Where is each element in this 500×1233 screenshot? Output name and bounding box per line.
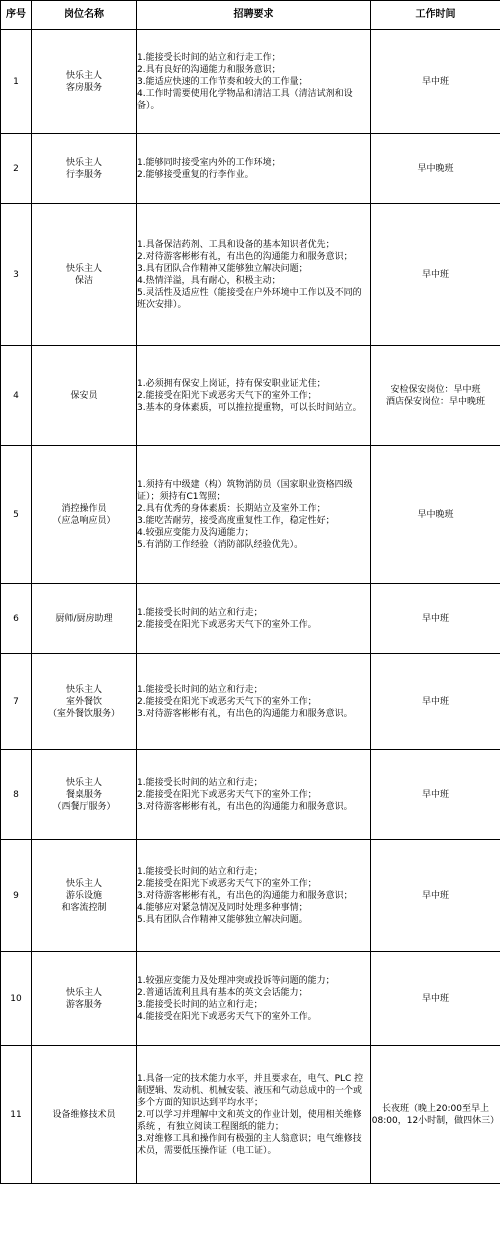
header-number: 序号	[1, 1, 32, 30]
requirements-cell	[137, 134, 371, 204]
requirement-item: 2.能接受在阳光下或恶劣天气下的室外工作。	[137, 619, 317, 630]
table-row	[1, 204, 500, 346]
position-line: 游客服务	[65, 999, 102, 1010]
requirement-item: 4.较强应变能力及沟通能力；	[137, 527, 254, 538]
requirement-item: 1.须持有中级建（构）筑物消防员（国家职业资格四级证）；须持有C1驾照；	[137, 479, 353, 502]
requirement-item: 3.对待游客彬彬有礼，有出色的沟通能力和服务意识。	[137, 708, 353, 719]
position-cell	[32, 446, 137, 584]
position-line: （室外餐饮服务）	[47, 708, 120, 719]
requirements-cell	[137, 346, 371, 446]
requirement-item: 2.具有良好的沟通能力和服务意识；	[137, 64, 281, 75]
requirement-item: 1.具备一定的技术能力水平，并且要求在，电气、PLC 控制逻辑、发动机、机械安装、液压和气动总成中的一个或多个方面的知识达到平均水平；	[137, 1073, 364, 1108]
position-cell	[32, 346, 137, 446]
row-number: 1	[1, 30, 32, 134]
requirement-item: 2.能接受在阳光下或恶劣天气下的室外工作；	[137, 878, 317, 889]
requirement-item: 1.较强应变能力及处理冲突或投诉等问题的能力；	[137, 975, 335, 986]
requirement-item: 3.能接受长时间的站立和行走；	[137, 999, 263, 1010]
position-cell	[32, 952, 137, 1046]
work-time-line: 早中班	[421, 789, 449, 800]
position-line: 室外餐饮	[65, 696, 102, 707]
header-position: 岗位名称	[32, 1, 137, 30]
requirements-cell	[137, 30, 371, 134]
requirement-item: 1.能接受长时间的站立和行走；	[137, 866, 263, 877]
requirements-cell	[137, 1046, 371, 1184]
requirement-item: 3.基本的身体素质，可以推拉提重物，可以长时间站立。	[137, 402, 362, 413]
position-line: 客房服务	[65, 82, 102, 93]
requirement-item: 2.对待游客彬彬有礼，有出色的沟通能力和服务意识；	[137, 251, 353, 262]
position-line: 消控操作员	[61, 503, 107, 514]
header-requirements: 招聘要求	[137, 1, 371, 30]
work-time-line: 长夜班（晚上20:00至早上08:00，12小时制，做四休三）	[371, 1103, 500, 1126]
table-row	[1, 750, 500, 840]
row-number: 10	[1, 952, 32, 1046]
requirement-item: 2.能接受在阳光下或恶劣天气下的室外工作；	[137, 789, 317, 800]
work-time-line: 安检保安岗位：早中班	[390, 384, 481, 395]
work-time-line: 早中班	[421, 76, 449, 87]
requirements-cell	[137, 750, 371, 840]
requirement-item: 4.能够应对紧急情况及同时处理多种事情；	[137, 902, 308, 913]
table-row	[1, 654, 500, 750]
work-time-line: 早中班	[421, 993, 449, 1004]
position-line: 设备维修技术员	[52, 1109, 116, 1120]
position-cell	[32, 134, 137, 204]
work-time-cell	[371, 952, 500, 1046]
position-cell	[32, 1046, 137, 1184]
requirement-item: 2.能接受在阳光下或恶劣天气下的室外工作；	[137, 696, 317, 707]
requirement-item: 3.对待游客彬彬有礼，有出色的沟通能力和服务意识；	[137, 890, 353, 901]
work-time-cell	[371, 446, 500, 584]
table-row	[1, 840, 500, 952]
position-cell	[32, 750, 137, 840]
row-number: 7	[1, 654, 32, 750]
position-line: 保洁	[74, 275, 93, 286]
requirement-item: 3.能适应快速的工作节奏和较大的工作量；	[137, 76, 308, 87]
row-number: 4	[1, 346, 32, 446]
requirement-item: 2.可以学习并理解中文和英文的作业计划，使用相关维修系统 ，有独立阅读工程图纸的能力；	[137, 1109, 362, 1132]
requirement-item: 1.具备保洁药剂、工具和设备的基本知识者优先；	[137, 239, 335, 250]
table-row	[1, 584, 500, 654]
position-line: 保安员	[70, 390, 98, 401]
requirement-item: 2.能够接受重复的行李作业。	[137, 169, 254, 180]
row-number: 11	[1, 1046, 32, 1184]
requirement-item: 5.有消防工作经验（消防部队经验优先）。	[137, 539, 304, 550]
requirement-item: 2.具有优秀的身体素质：长期站立及室外工作；	[137, 503, 326, 514]
requirement-item: 3.对维修工具和操作间有极强的主人翁意识；电气维修技术员，需要低压操作证（电工证）。	[137, 1133, 362, 1156]
work-time-cell	[371, 584, 500, 654]
requirements-cell	[137, 204, 371, 346]
position-line: 快乐主人	[65, 157, 102, 168]
position-cell	[32, 30, 137, 134]
table-row	[1, 346, 500, 446]
requirements-cell	[137, 952, 371, 1046]
position-line: 厨师/厨房助理	[55, 613, 113, 624]
row-number: 6	[1, 584, 32, 654]
work-time-cell	[371, 654, 500, 750]
requirement-item: 1.能够同时接受室内外的工作环境；	[137, 157, 281, 168]
position-cell	[32, 840, 137, 952]
position-line: 快乐主人	[65, 987, 102, 998]
table-row	[1, 952, 500, 1046]
work-time-line: 早中晚班	[417, 163, 454, 174]
row-number: 5	[1, 446, 32, 584]
row-number: 9	[1, 840, 32, 952]
requirements-cell	[137, 584, 371, 654]
position-line: （应急响应员）	[52, 515, 116, 526]
table-row	[1, 1046, 500, 1184]
work-time-line: 酒店保安岗位：早中晚班	[385, 396, 485, 407]
work-time-line: 早中班	[421, 269, 449, 280]
position-line: 快乐主人	[65, 878, 102, 889]
position-line: 快乐主人	[65, 263, 102, 274]
work-time-cell	[371, 1046, 500, 1184]
position-cell	[32, 584, 137, 654]
position-line: （西餐厅服务）	[52, 801, 116, 812]
requirement-item: 5.具有团队合作精神又能够独立解决问题。	[137, 914, 308, 925]
work-time-line: 早中班	[421, 890, 449, 901]
requirement-item: 1.必须拥有保安上岗证，持有保安职业证尤佳；	[137, 378, 326, 389]
position-line: 快乐主人	[65, 777, 102, 788]
work-time-cell	[371, 750, 500, 840]
requirement-item: 4.热情洋溢，具有耐心，积极主动；	[137, 275, 281, 286]
requirement-item: 3.具有团队合作精神又能够独立解决问题；	[137, 263, 308, 274]
requirements-cell	[137, 654, 371, 750]
work-time-line: 早中晚班	[417, 509, 454, 520]
row-number: 3	[1, 204, 32, 346]
requirement-item: 1.能接受长时间的站立和行走；	[137, 684, 263, 695]
requirement-item: 1.能接受长时间的站立和行走；	[137, 607, 263, 618]
work-time-cell	[371, 134, 500, 204]
requirement-item: 2.能接受在阳光下或恶劣天气下的室外工作；	[137, 390, 317, 401]
requirement-item: 3.能吃苦耐劳，接受高度重复性工作，稳定性好；	[137, 515, 335, 526]
position-line: 游乐设施	[65, 890, 102, 901]
table-body	[1, 30, 500, 1184]
requirement-item: 3.对待游客彬彬有礼，有出色的沟通能力和服务意识。	[137, 801, 353, 812]
position-line: 行李服务	[65, 169, 102, 180]
requirement-item: 1.能接受长时间的站立和行走工作；	[137, 52, 281, 63]
requirements-cell	[137, 446, 371, 584]
position-cell	[32, 204, 137, 346]
position-line: 餐桌服务	[65, 789, 102, 800]
header-work-time: 工作时间	[371, 1, 500, 30]
table-row	[1, 134, 500, 204]
work-time-cell	[371, 346, 500, 446]
work-time-line: 早中班	[421, 613, 449, 624]
work-time-cell	[371, 840, 500, 952]
requirement-item: 4.能接受在阳光下或恶劣天气下的室外工作。	[137, 1011, 317, 1022]
table-row	[1, 446, 500, 584]
requirements-cell	[137, 840, 371, 952]
requirement-item: 2.普通话流利且具有基本的英文会话能力；	[137, 987, 308, 998]
requirement-item: 1.能接受长时间的站立和行走；	[137, 777, 263, 788]
work-time-line: 早中班	[421, 696, 449, 707]
table-row	[1, 30, 500, 134]
position-line: 和客流控制	[61, 902, 107, 913]
position-cell	[32, 654, 137, 750]
requirement-item: 4.工作时需要使用化学物品和清洁工具（清洁试剂和设备）。	[137, 88, 353, 111]
work-time-cell	[371, 204, 500, 346]
position-line: 快乐主人	[65, 684, 102, 695]
position-line: 快乐主人	[65, 70, 102, 81]
header-row	[1, 1, 500, 30]
row-number: 8	[1, 750, 32, 840]
work-time-cell	[371, 30, 500, 134]
row-number: 2	[1, 134, 32, 204]
requirement-item: 5.灵活性及适应性（能接受在户外环境中工作以及不同的班次安排）。	[137, 287, 362, 310]
